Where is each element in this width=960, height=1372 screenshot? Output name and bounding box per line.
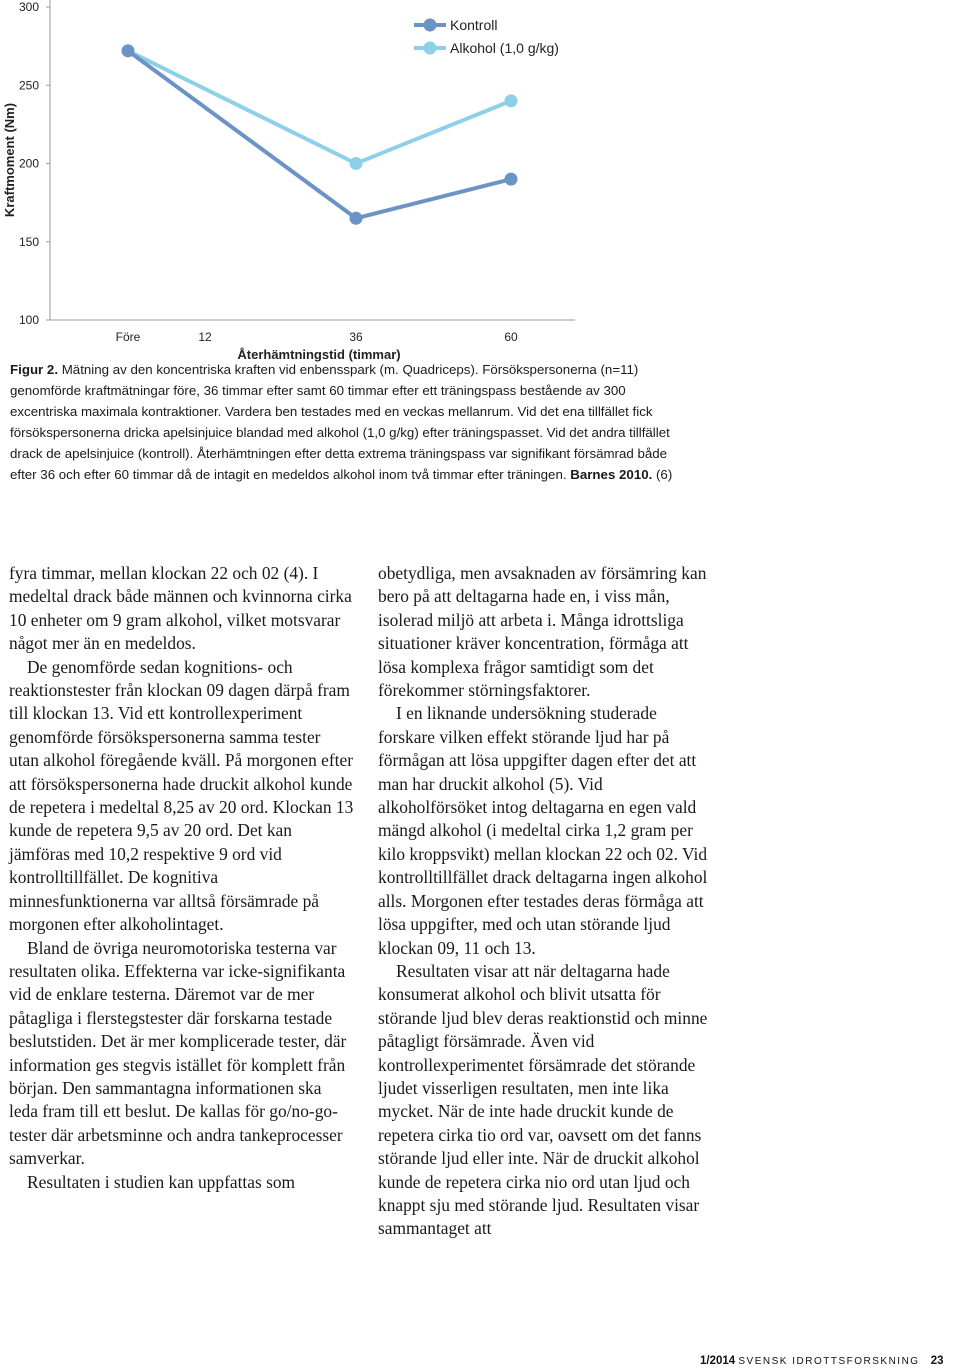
page-footer [700,1355,944,1367]
left-column [9,562,354,1194]
data-point [350,212,363,225]
paragraph: I en liknande undersökning studerade forskare vilken effekt störande ljud har på förmågan att lösa uppgifter dagen efter det att man har druckit alkohol (5). Vid alkoholförsöket intog deltagarna en egen vald mängd alkohol (i medeltal cirka 1,2 gram per kilo kroppsvikt) mellan klockan 22 och 02. Vid kontrolltillfället drack deltagarna ingen alkohol alls. Morgonen efter testades deras förmåga att lösa uppgifter, med och utan störande ljud klockan 09, 11 och 13. [378,703,708,958]
x-tick-label: 12 [198,330,212,344]
caption-ref: (6) [652,467,673,482]
x-tick-label: 36 [349,330,363,344]
caption-text: Mätning av den koncentriska kraften vid enbensspark (m. Quadriceps). Försökspersonerna (n=11) genomförde kraftmätningar före, 36 timmar efter samt 60 timmar efter ett träningspass bestående av 300 excentriska maximala kontraktioner. Vardera ben testades med en veckas mellanrum. Vid det ena tillfället fick försökspersonerna dricka apelsinjuice blandad med alkohol (1,0 g/kg) efter träningspasset. Vid det andra tillfället drack de apelsinjuice (kontroll). Återhämtningen efter detta extrema träningspass var signifikant försämrad både efter 36 och efter 60 timmar då de intagit en medeldos alkohol inom två timmar efter träningen. [10,362,670,482]
paragraph: Resultaten i studien kan uppfattas som [27,1171,296,1192]
legend-swatch-marker [424,19,437,32]
paragraph: Bland de övriga neuromotoriska testerna var resultaten olika. Effekterna var icke-signifikanta vid de enklare testerna. Däremot var de mer påtagliga i flerstegstester där forskarna testade beslutstiden. Det är mer komplicerade tester, där information ges stegvis istället för komplett från början. Den sammantagna informationen ska leda fram till ett beslut. De kallas för go/no-go-tester där arbetsminne och andra tankeprocesser samverkar. [9,937,347,1169]
x-ticks [116,330,518,344]
y-tick-label: 100 [18,313,39,327]
x-axis-label: Återhämtningstid (timmar) [237,347,401,362]
journal-name: SVENSK IDROTTSFORSKNING [738,1356,920,1367]
right-column [378,562,713,1241]
legend-label: Kontroll [450,17,498,33]
legend-label: Alkohol (1,0 g/kg) [450,40,559,56]
figure-label: Figur 2. [10,362,59,377]
line-chart [0,0,960,362]
x-tick-label: 60 [504,330,518,344]
issue-number: 1/2014 [700,1355,736,1367]
page-number: 23 [930,1355,944,1367]
y-tick-label: 300 [18,0,39,14]
series-lines [122,44,518,224]
y-tick-label: 200 [18,156,39,171]
paragraph: obetydliga, men avsaknaden av försämring kan bero på att deltagarna hade en, i viss mån, isolerad miljö att arbeta i. Många idrottsliga situationer kräver koncentration, förmåga att lösa komplexa frågor samtidigt som det förekommer störningsfaktorer. [378,563,707,701]
series-line [128,51,511,218]
series-line [128,51,511,164]
data-point [505,94,518,107]
x-tick-label: Före [115,330,141,344]
caption-source: Barnes 2010. [570,467,653,482]
data-point [350,157,363,170]
y-tick-label: 150 [18,234,39,249]
y-ticks [19,0,50,327]
data-point [122,44,135,57]
figure-caption [10,359,680,485]
data-point [505,173,518,186]
y-tick-label: 250 [18,78,39,93]
y-axis-label: Kraftmoment (Nm) [2,102,17,218]
paragraph: De genomförde sedan kognitions- och reaktionstester från klockan 09 dagen därpå fram till klockan 13. Vid ett kontrollexperiment genomförde försökspersonerna samma tester utan alkohol föregående kväll. På morgonen efter att försökspersonerna hade druckit alkohol kunde de repetera i medeltal 8,25 av 20 ord. Klockan 13 kunde de repetera 9,5 av 20 ord. Det kan jämföras med 10,2 respektive 9 ord vid kontrolltillfället. De kognitiva minnesfunktionerna var alltså försämrade på morgonen efter alkoholintaget. [9,656,354,935]
legend-swatch-marker [424,42,437,55]
paragraph: Resultaten visar att när deltagarna hade konsumerat alkohol och blivit utsatta för störande ljud blev deras reaktionstid och minne påtagligt försämrade. Även vid kontrollexperimentet försämrade det störande ljudet visserligen resultaten, men inte lika mycket. När de inte hade druckit kunde de repetera cirka tio ord var, oavsett om det fanns störande ljud eller inte. När de druckit alkohol kunde de repetera cirka nio ord utan ljud och knappt sju med störande ljud. Resultaten visar sammantaget att [378,960,708,1239]
legend [414,17,559,56]
paragraph: fyra timmar, mellan klockan 22 och 02 (4). I medeltal drack både männen och kvinnorna cirka 10 enheter om 9 gram alkohol, vilket motsvarar något mer än en medeldos. [9,563,352,654]
